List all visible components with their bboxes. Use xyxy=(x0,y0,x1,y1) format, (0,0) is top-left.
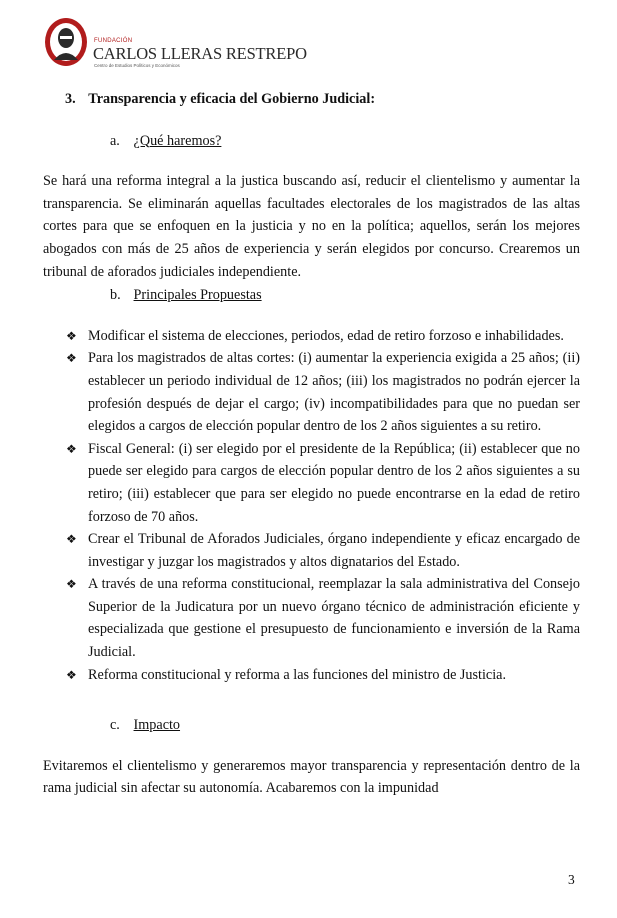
paragraph-impacto: Evitaremos el clientelismo y generaremos mayor transparencia y representación dentro de la rama judicial sin afectar su autonomía. Acabaremos con la impunidad xyxy=(43,757,580,797)
subheading-c-title: Impacto xyxy=(133,717,181,734)
page-number: 3 xyxy=(568,872,575,887)
subheading-b xyxy=(110,284,580,307)
subheading-a-letter: a. xyxy=(110,132,120,149)
subheading-a xyxy=(110,130,580,153)
subheading-c-letter: c. xyxy=(110,717,120,734)
section-number: 3. xyxy=(65,91,76,107)
brand-name: CARLOS LLERAS RESTREPO xyxy=(93,44,307,63)
four-diamond-bullet-icon: ❖ xyxy=(66,328,77,343)
section-title: Transparencia y eficacia del Gobierno Judicial: xyxy=(88,91,376,107)
list-item xyxy=(66,664,580,687)
list-item xyxy=(66,325,580,348)
proposal-text: Crear el Tribunal de Aforados Judiciales, órgano independiente y eficaz encargado de investigar y juzgar los magistrados y altos dignatarios del Estado. xyxy=(88,531,580,570)
proposal-text: Para los magistrados de altas cortes: (i) aumentar la experiencia exigida a 25 años; (ii) establecer un periodo individual de 12 años; (iii) los magistrados no podrán ejercer la profesión después de dejar el cargo; (iv) incompatibilidades para que no puedan ser elegidos a cargos de elección popular dentro de los 2 años siguientes a su retiro. xyxy=(88,350,580,435)
four-diamond-bullet-icon: ❖ xyxy=(66,441,77,456)
four-diamond-bullet-icon: ❖ xyxy=(66,532,77,547)
list-item xyxy=(66,347,580,437)
paragraph-que-haremos: Se hará una reforma integral a la justica buscando así, reducir el clientelismo y aumentar la transparencia. Se eliminarán aquellas facultades electorales de los magistrados de las altas cortes para que se enfoquen en la justicia y no en la política; aquellos, serán los mejores abogados con más de 25 años de experiencia y serán elegidos por concurso. Crearemos un tribunal de aforados judiciales independiente. xyxy=(43,173,580,280)
foundation-logo-icon xyxy=(44,16,90,68)
four-diamond-bullet-icon: ❖ xyxy=(66,667,77,682)
proposal-text: Reforma constitucional y reforma a las funciones del ministro de Justicia. xyxy=(88,666,507,683)
list-item xyxy=(66,528,580,573)
subheading-a-title: ¿Qué haremos? xyxy=(133,132,222,149)
proposal-text: A través de una reforma constitucional, reemplazar la sala administrativa del Consejo Superior de la Judicatura por un nuevo órgano técnico de administración eficiente y especializada que gestione el presupuesto de funcionamiento e inversión de la Rama Judicial. xyxy=(88,576,580,661)
four-diamond-bullet-icon: ❖ xyxy=(66,577,77,592)
list-item xyxy=(66,438,580,528)
section-heading xyxy=(65,88,580,111)
list-item xyxy=(66,573,580,663)
proposals-list xyxy=(43,325,580,687)
proposal-text: Fiscal General: (i) ser elegido por el presidente de la República; (ii) establecer que no puede ser elegido para cargos de elección popular dentro de los 2 años siguientes a su retiro; (iii) establecer que para ser elegido no puede encontrarse en la edad de retiro forzoso de 70 años. xyxy=(88,440,580,525)
document-body xyxy=(43,88,580,800)
brand-foundation-label: FUNDACIÓN xyxy=(94,38,133,44)
brand-subtitle: Centro de Estudios Políticos y Económicos xyxy=(94,63,180,68)
subheading-c xyxy=(110,714,580,737)
subheading-b-letter: b. xyxy=(110,287,121,304)
subheading-b-title: Principales Propuestas xyxy=(133,287,262,304)
proposal-text: Modificar el sistema de elecciones, periodos, edad de retiro forzoso e inhabilidades. xyxy=(88,327,564,344)
four-diamond-bullet-icon: ❖ xyxy=(66,351,77,366)
